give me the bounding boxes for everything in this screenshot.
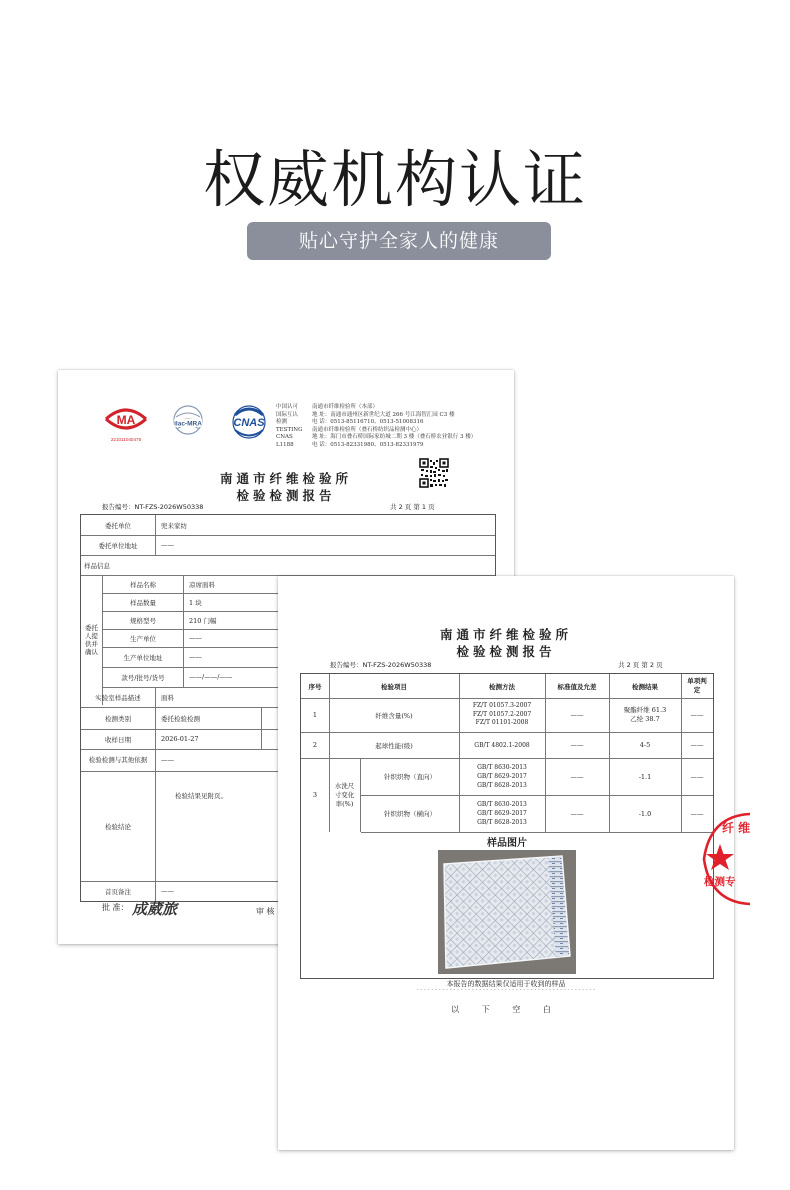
row-number: 1: [312, 711, 318, 719]
report-number: 报告编号：NT-FZS-2026W50338: [330, 661, 432, 669]
address-line: 地 址：海门市叠石桥国际家纺城二期 3 楼（叠石桥农业银行 3 楼）: [312, 434, 477, 440]
report-org-name: 南通市纤维检验所: [439, 627, 572, 642]
received-date-label: 收样日期: [105, 735, 131, 744]
stamp-text-bottom: 检测专: [704, 876, 736, 888]
judgement: ——: [690, 711, 704, 719]
review-label: 审 核: [256, 907, 275, 916]
blank-below-note: 以 下 空 白: [451, 1005, 561, 1014]
cnas-line: 国际互认: [276, 411, 299, 418]
column-header: 标准值及允差: [557, 682, 597, 691]
test-item: 纤维含量(%): [375, 711, 413, 720]
method-line: FZ/T 01101-2008: [475, 719, 529, 727]
spec-label: 规格型号: [130, 616, 156, 625]
cma-logo: [98, 403, 154, 445]
sample-name-label: 样品名称: [130, 580, 156, 589]
ilac-mra-logo: [171, 403, 205, 445]
client-address-label: 委托单位地址: [98, 541, 138, 550]
signature-text: 成葳旅: [132, 900, 178, 918]
judgement: ——: [690, 741, 704, 749]
lab-address: [312, 404, 512, 449]
method-line: GB/T 8630-2013: [477, 801, 527, 808]
cma-number: 221011040475: [110, 437, 142, 442]
test-method: [459, 758, 545, 795]
method-line: FZ/T 01057.3-2007: [472, 702, 532, 710]
cnas-logo: [226, 403, 272, 445]
method-line: GB/T 8629-2017: [477, 810, 527, 817]
producer-address-label: 生产单位地址: [123, 653, 163, 662]
cnas-line: 检测: [276, 419, 288, 425]
row-number: 3: [301, 758, 330, 832]
approver-signature: [132, 898, 177, 919]
stamp-text-top: 纤 维: [722, 821, 750, 835]
page-subtitle-badge: 贴心守护全家人的健康: [247, 222, 551, 260]
address-line: 南通市纤维检验所（叠石桥纺织品检测中心）: [312, 426, 423, 433]
report-org-name: 南通市纤维检验所: [219, 471, 352, 486]
producer-label: 生产单位: [130, 634, 156, 643]
sample-fabric-photo: [438, 850, 576, 974]
test-item: 水洗尺寸变化率(%): [329, 758, 361, 832]
quantity-label: 样品数量: [130, 598, 156, 607]
table-row: [361, 758, 713, 796]
cnas-info: [276, 404, 306, 449]
client-address-value: ——: [161, 541, 174, 549]
method-line: FZ/T 01057.2-2007: [472, 710, 532, 718]
test-type-label: 检测类别: [105, 714, 131, 723]
sub-item: 针织织物（直向）: [384, 773, 436, 781]
test-basis-label: 检验检测与其他依据: [88, 756, 148, 764]
test-result: -1.1: [638, 772, 652, 781]
test-result: 4-5: [639, 741, 651, 749]
conclusion-value: 检验结果见附页。: [175, 792, 227, 800]
test-results-table: [300, 673, 714, 979]
producer-address-value: ——: [189, 653, 202, 661]
conclusion-label: 检验结论: [105, 822, 131, 831]
standard-value: ——: [570, 772, 584, 781]
spec-value: 210 门幅: [189, 616, 217, 625]
standard-value: ——: [570, 741, 584, 749]
column-header: 序号: [308, 682, 322, 691]
remark-value: ——: [161, 887, 174, 895]
row-number: 2: [312, 741, 318, 749]
table-header-row: [301, 674, 713, 699]
judgement: ——: [690, 809, 704, 818]
test-method: [459, 795, 545, 832]
ilac-text: ilac-MRA: [174, 420, 202, 428]
column-header: 检测方法: [489, 682, 515, 691]
address-line: 电 话：0513-82331980、0513-82331979: [312, 441, 424, 448]
lab-description-value: 面料: [161, 693, 174, 702]
test-item: 起球性能(级): [375, 741, 413, 750]
remark-label: 首页备注: [105, 887, 131, 896]
style-no-value: ——/——/——: [189, 673, 233, 681]
cnas-line: TESTING: [276, 426, 303, 433]
page-count: 共 2 页 第 2 页: [618, 661, 663, 669]
judgement: ——: [690, 772, 704, 781]
report-number: 报告编号：NT-FZS-2026W50338: [102, 503, 204, 511]
report-note: 本报告的数据结果仅适用于收到的样品: [446, 980, 566, 988]
lab-description-label: 实验室样品描述: [95, 693, 141, 702]
test-method: GB/T 4802.1-2008: [474, 741, 530, 749]
column-header: 检验项目: [381, 682, 407, 691]
cnas-text: CNAS: [233, 417, 265, 429]
table-row: [81, 535, 495, 556]
address-line: 南通市纤维检验所（本部）: [312, 404, 379, 410]
address-line: 电 话：0513-85116710、0513-51008316: [312, 419, 424, 425]
table-row: [81, 515, 495, 536]
report-title: 检验检测报告: [456, 644, 556, 659]
table-row: [361, 795, 713, 833]
official-seal-stamp: [696, 812, 750, 906]
page-title: 权威机构认证: [202, 143, 587, 216]
page-count: 共 2 页 第 1 页: [390, 503, 435, 511]
test-type-value: 委托检验检测: [161, 714, 200, 723]
test-result: -1.0: [638, 809, 652, 818]
sample-info-label: 样品信息: [84, 561, 110, 570]
column-header: 单项判定: [687, 677, 707, 694]
star-icon: [706, 844, 734, 870]
test-result: [609, 698, 681, 732]
client-value: 兜来家纺: [161, 521, 187, 530]
method-line: GB/T 8630-2013: [477, 764, 527, 771]
client-confirm-label: 委托人提供并确认: [81, 575, 103, 705]
table-row: [301, 732, 713, 759]
address-line: 地 址：南通市通州区新世纪大道 266 号江海智汇园 C3 楼: [312, 411, 455, 418]
test-basis-value: ——: [161, 756, 174, 764]
dashed-separator: - - - - - - - - - - - - - - - - - - - - - - - - - - - - - - - - - - - - - - - - - - - - - - - - -: [416, 987, 596, 993]
received-date-value: 2026-01-27: [161, 735, 199, 743]
method-line: GB/T 8628-2013: [477, 782, 527, 789]
result-line: 聚酯纤维 61.3: [623, 706, 667, 714]
sample-name-value: 凉席面料: [189, 580, 215, 589]
report-page-2: [278, 576, 734, 1150]
client-label: 委托单位: [105, 521, 131, 530]
approve-label: 批 准：: [102, 903, 129, 912]
standard-value: ——: [570, 809, 584, 818]
table-row: [81, 555, 495, 576]
result-line: 乙纶 38.7: [630, 715, 660, 723]
cma-text: MA: [116, 413, 136, 427]
quantity-value: 1 块: [189, 598, 202, 607]
cnas-line: 中国认可: [276, 404, 299, 410]
producer-value: ——: [189, 634, 202, 642]
sample-photo-label: 样品图片: [487, 838, 527, 849]
table-row: [301, 698, 713, 733]
standard-value: ——: [570, 711, 584, 719]
cnas-line: CNAS L1188: [276, 434, 294, 448]
method-line: GB/T 8629-2017: [477, 773, 527, 780]
method-line: GB/T 8628-2013: [477, 819, 527, 826]
sub-item: 针织织物（横向）: [384, 810, 436, 818]
report-title: 检验检测报告: [236, 488, 336, 503]
style-no-label: 款号/批号/货号: [121, 673, 165, 682]
test-method: [459, 698, 545, 732]
column-header: 检测结果: [632, 682, 658, 691]
